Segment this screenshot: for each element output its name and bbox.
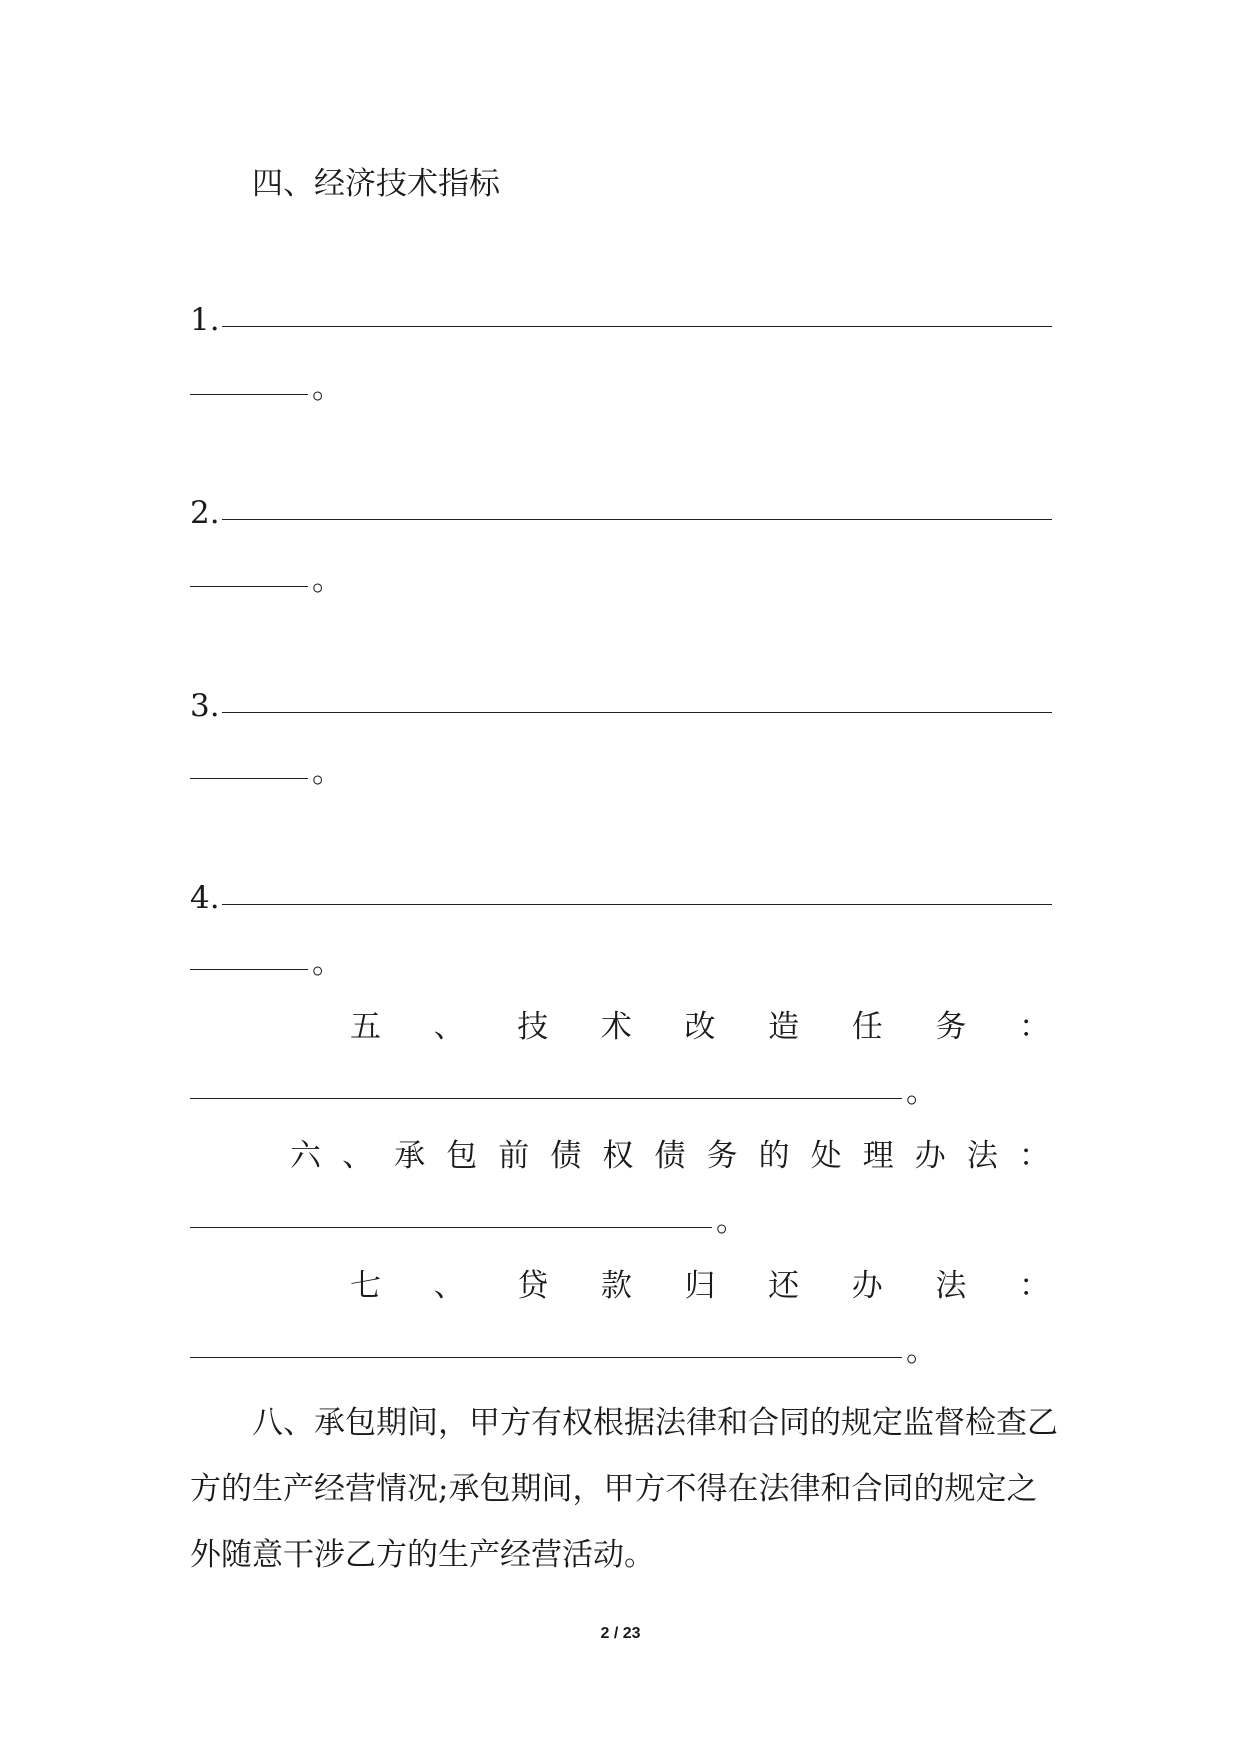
item-4-blank-line-2 [190,969,308,970]
section-8-text: 八、承包期间，甲方有权根据法律和合同的规定监督检查乙方的生产经营情况;承包期间，甲方不得在法律和合同的规定之外随意干涉乙方的生产经营活动。 [190,1405,1058,1573]
section-6-char: 的 [758,1138,790,1174]
section-6-char: 六 [290,1138,321,1174]
page-number: 2 / 23 [600,1625,641,1642]
section-5-char: ： [1019,1009,1050,1045]
item-4-period: 。 [312,945,343,981]
item-4-number: 4. [190,880,220,916]
section-5-char: 、 [433,1009,465,1045]
item-2-number: 2. [190,495,220,531]
section-6-char: 法 [966,1138,998,1174]
item-3-number: 3. [190,688,220,724]
item-3-period: 。 [312,754,343,790]
section-6-char: 、 [342,1138,374,1174]
section-6-char: 权 [602,1138,634,1174]
item-1-blank-line-1 [222,326,1052,327]
item-3-blank-line-2 [190,778,308,779]
section-7-char: 、 [433,1268,465,1304]
section-7-char: 归 [684,1268,716,1304]
section-6-char: 办 [914,1138,946,1174]
section-6-char: ： [1018,1138,1050,1174]
section-8-paragraph [190,1390,1060,1588]
section-5-char: 任 [851,1009,883,1045]
section-5-char: 造 [768,1009,800,1045]
item-2-period: 。 [312,562,343,598]
section-5-blank-line [190,1098,902,1099]
section-5-char: 术 [600,1009,632,1045]
item-1-period: 。 [312,370,343,406]
section-7-blank-line [190,1357,902,1358]
section-5-heading [350,1007,1050,1047]
section-5-period: 。 [906,1074,937,1110]
section-7-char: 七 [350,1268,381,1304]
section-7-char: 办 [851,1268,883,1304]
item-1-blank-line-2 [190,394,308,395]
section-5-char: 务 [935,1009,967,1045]
section-6-char: 理 [862,1138,894,1174]
section-6-char: 处 [810,1138,842,1174]
item-3-blank-line-1 [222,712,1052,713]
section-5-char: 技 [517,1009,549,1045]
section-7-heading [350,1266,1050,1306]
section-4-heading: 四、经济技术指标 [252,166,500,202]
section-6-char: 包 [446,1138,478,1174]
section-5-char: 五 [350,1009,381,1045]
section-6-char: 债 [654,1138,686,1174]
section-7-char: 款 [600,1268,632,1304]
section-7-char: 法 [935,1268,967,1304]
section-6-char: 承 [394,1138,426,1174]
section-7-char: 还 [768,1268,800,1304]
section-6-heading [290,1136,1050,1176]
item-1-number: 1. [190,302,220,338]
section-6-period: 。 [716,1203,747,1239]
section-7-char: 贷 [517,1268,549,1304]
section-7-char: ： [1019,1268,1050,1304]
section-6-char: 债 [550,1138,582,1174]
section-6-char: 务 [706,1138,738,1174]
section-5-char: 改 [684,1009,716,1045]
section-7-period: 。 [906,1333,937,1369]
item-2-blank-line-2 [190,586,308,587]
item-4-blank-line-1 [222,904,1052,905]
section-6-blank-line [190,1227,712,1228]
item-2-blank-line-1 [222,519,1052,520]
section-6-char: 前 [498,1138,530,1174]
